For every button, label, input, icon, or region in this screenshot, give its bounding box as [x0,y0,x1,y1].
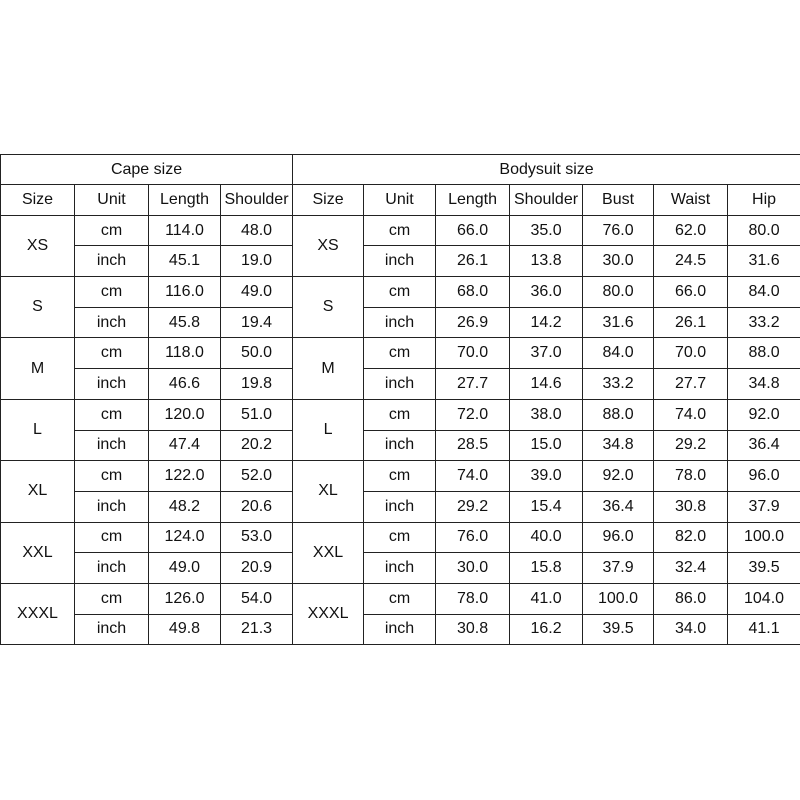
bodysuit-bust-cell: 88.0 [583,399,654,430]
bodysuit-length-cell: 66.0 [436,215,510,246]
bodysuit-hip-cell: 39.5 [728,553,800,584]
bodysuit-length-cell: 28.5 [436,430,510,461]
bodysuit-length-cell: 30.0 [436,553,510,584]
table-row [1,215,800,246]
bodysuit-hip-cell: 36.4 [728,430,800,461]
cape-unit-cell: inch [75,430,149,461]
table-row [1,399,800,430]
bodysuit-size-label: S [293,277,364,338]
bodysuit-shoulder-cell: 36.0 [510,277,583,308]
bodysuit-waist-cell: 78.0 [654,461,728,492]
bodysuit-bust-cell: 80.0 [583,277,654,308]
cape-unit-cell: cm [75,215,149,246]
cape-unit-cell: cm [75,522,149,553]
bodysuit-unit-cell: inch [364,614,436,645]
bodysuit-length-cell: 78.0 [436,583,510,614]
table-row [1,522,800,553]
bodysuit-unit-cell: cm [364,399,436,430]
cape-size-label: XS [1,215,75,276]
cape-shoulder-cell: 50.0 [221,338,293,369]
bodysuit-hip-cell: 80.0 [728,215,800,246]
bodysuit-waist-cell: 30.8 [654,491,728,522]
bodysuit-bust-cell: 92.0 [583,461,654,492]
bodysuit-shoulder-cell: 37.0 [510,338,583,369]
cape-unit-cell: inch [75,614,149,645]
cape-unit-cell: inch [75,307,149,338]
cape-shoulder-cell: 48.0 [221,215,293,246]
cape-length-cell: 49.0 [149,553,221,584]
cape-header-size: Size [1,185,75,216]
bodysuit-header-shoulder: Shoulder [510,185,583,216]
cape-shoulder-cell: 20.2 [221,430,293,461]
bodysuit-shoulder-cell: 35.0 [510,215,583,246]
bodysuit-shoulder-cell: 14.2 [510,307,583,338]
cape-length-cell: 120.0 [149,399,221,430]
bodysuit-unit-cell: cm [364,522,436,553]
table-row [1,461,800,492]
bodysuit-size-title: Bodysuit size [293,155,800,185]
bodysuit-unit-cell: inch [364,246,436,277]
bodysuit-bust-cell: 31.6 [583,307,654,338]
cape-shoulder-cell: 20.6 [221,491,293,522]
table-row [1,553,800,584]
cape-header-unit: Unit [75,185,149,216]
cape-shoulder-cell: 52.0 [221,461,293,492]
cape-shoulder-cell: 53.0 [221,522,293,553]
bodysuit-hip-cell: 92.0 [728,399,800,430]
bodysuit-length-cell: 70.0 [436,338,510,369]
cape-unit-cell: cm [75,399,149,430]
bodysuit-unit-cell: cm [364,277,436,308]
cape-size-label: XL [1,461,75,522]
bodysuit-shoulder-cell: 15.4 [510,491,583,522]
bodysuit-length-cell: 26.1 [436,246,510,277]
bodysuit-size-label: XS [293,215,364,276]
bodysuit-bust-cell: 96.0 [583,522,654,553]
bodysuit-unit-cell: cm [364,583,436,614]
cape-header-length: Length [149,185,221,216]
bodysuit-bust-cell: 36.4 [583,491,654,522]
cape-length-cell: 47.4 [149,430,221,461]
cape-size-label: S [1,277,75,338]
bodysuit-waist-cell: 29.2 [654,430,728,461]
cape-size-label: M [1,338,75,399]
cape-size-label: XXXL [1,583,75,644]
bodysuit-waist-cell: 34.0 [654,614,728,645]
bodysuit-length-cell: 74.0 [436,461,510,492]
section-header-row [1,155,800,185]
cape-length-cell: 46.6 [149,369,221,400]
bodysuit-waist-cell: 86.0 [654,583,728,614]
bodysuit-bust-cell: 33.2 [583,369,654,400]
bodysuit-shoulder-cell: 38.0 [510,399,583,430]
bodysuit-waist-cell: 26.1 [654,307,728,338]
bodysuit-unit-cell: inch [364,430,436,461]
cape-unit-cell: cm [75,338,149,369]
cape-size-title: Cape size [1,155,293,185]
bodysuit-hip-cell: 104.0 [728,583,800,614]
table-row [1,583,800,614]
bodysuit-waist-cell: 62.0 [654,215,728,246]
bodysuit-hip-cell: 84.0 [728,277,800,308]
cape-length-cell: 49.8 [149,614,221,645]
bodysuit-header-hip: Hip [728,185,800,216]
table-row [1,307,800,338]
cape-length-cell: 116.0 [149,277,221,308]
bodysuit-waist-cell: 24.5 [654,246,728,277]
cape-length-cell: 114.0 [149,215,221,246]
bodysuit-unit-cell: inch [364,553,436,584]
cape-length-cell: 126.0 [149,583,221,614]
size-rows [1,215,800,645]
cape-length-cell: 118.0 [149,338,221,369]
bodysuit-shoulder-cell: 13.8 [510,246,583,277]
bodysuit-bust-cell: 100.0 [583,583,654,614]
table-row [1,369,800,400]
bodysuit-size-label: L [293,399,364,460]
cape-shoulder-cell: 49.0 [221,277,293,308]
bodysuit-unit-cell: inch [364,307,436,338]
table-row [1,246,800,277]
bodysuit-bust-cell: 30.0 [583,246,654,277]
bodysuit-hip-cell: 34.8 [728,369,800,400]
bodysuit-shoulder-cell: 39.0 [510,461,583,492]
bodysuit-hip-cell: 41.1 [728,614,800,645]
bodysuit-unit-cell: inch [364,491,436,522]
cape-length-cell: 124.0 [149,522,221,553]
cape-shoulder-cell: 54.0 [221,583,293,614]
cape-unit-cell: inch [75,553,149,584]
bodysuit-waist-cell: 82.0 [654,522,728,553]
cape-size-label: L [1,399,75,460]
bodysuit-hip-cell: 100.0 [728,522,800,553]
cape-shoulder-cell: 51.0 [221,399,293,430]
table-row [1,430,800,461]
bodysuit-shoulder-cell: 40.0 [510,522,583,553]
table-row [1,338,800,369]
bodysuit-size-label: XXXL [293,583,364,644]
cape-length-cell: 45.1 [149,246,221,277]
cape-unit-cell: inch [75,491,149,522]
bodysuit-waist-cell: 70.0 [654,338,728,369]
cape-shoulder-cell: 19.4 [221,307,293,338]
bodysuit-shoulder-cell: 15.8 [510,553,583,584]
bodysuit-unit-cell: inch [364,369,436,400]
bodysuit-shoulder-cell: 16.2 [510,614,583,645]
cape-unit-cell: cm [75,583,149,614]
bodysuit-length-cell: 27.7 [436,369,510,400]
cape-length-cell: 45.8 [149,307,221,338]
bodysuit-length-cell: 26.9 [436,307,510,338]
bodysuit-bust-cell: 37.9 [583,553,654,584]
bodysuit-header-bust: Bust [583,185,654,216]
bodysuit-unit-cell: cm [364,215,436,246]
bodysuit-shoulder-cell: 14.6 [510,369,583,400]
bodysuit-size-label: XXL [293,522,364,583]
bodysuit-header-length: Length [436,185,510,216]
bodysuit-length-cell: 76.0 [436,522,510,553]
cape-length-cell: 48.2 [149,491,221,522]
bodysuit-hip-cell: 96.0 [728,461,800,492]
table-row [1,491,800,522]
cape-shoulder-cell: 20.9 [221,553,293,584]
bodysuit-bust-cell: 76.0 [583,215,654,246]
cape-length-cell: 122.0 [149,461,221,492]
table-row [1,614,800,645]
bodysuit-size-label: XL [293,461,364,522]
bodysuit-waist-cell: 74.0 [654,399,728,430]
bodysuit-waist-cell: 66.0 [654,277,728,308]
cape-shoulder-cell: 19.0 [221,246,293,277]
cape-unit-cell: cm [75,277,149,308]
bodysuit-unit-cell: cm [364,461,436,492]
bodysuit-hip-cell: 33.2 [728,307,800,338]
table-row [1,277,800,308]
cape-header-shoulder: Shoulder [221,185,293,216]
bodysuit-hip-cell: 31.6 [728,246,800,277]
cape-size-label: XXL [1,522,75,583]
bodysuit-length-cell: 68.0 [436,277,510,308]
bodysuit-header-size: Size [293,185,364,216]
bodysuit-shoulder-cell: 15.0 [510,430,583,461]
bodysuit-bust-cell: 84.0 [583,338,654,369]
bodysuit-header-waist: Waist [654,185,728,216]
bodysuit-hip-cell: 88.0 [728,338,800,369]
bodysuit-hip-cell: 37.9 [728,491,800,522]
bodysuit-length-cell: 30.8 [436,614,510,645]
bodysuit-waist-cell: 32.4 [654,553,728,584]
bodysuit-waist-cell: 27.7 [654,369,728,400]
cape-unit-cell: inch [75,369,149,400]
size-chart-table [0,154,800,645]
bodysuit-bust-cell: 39.5 [583,614,654,645]
cape-unit-cell: inch [75,246,149,277]
cape-shoulder-cell: 19.8 [221,369,293,400]
bodysuit-size-label: M [293,338,364,399]
bodysuit-length-cell: 29.2 [436,491,510,522]
cape-unit-cell: cm [75,461,149,492]
bodysuit-length-cell: 72.0 [436,399,510,430]
bodysuit-unit-cell: cm [364,338,436,369]
bodysuit-header-unit: Unit [364,185,436,216]
cape-shoulder-cell: 21.3 [221,614,293,645]
column-header-row [1,185,800,216]
bodysuit-shoulder-cell: 41.0 [510,583,583,614]
bodysuit-bust-cell: 34.8 [583,430,654,461]
